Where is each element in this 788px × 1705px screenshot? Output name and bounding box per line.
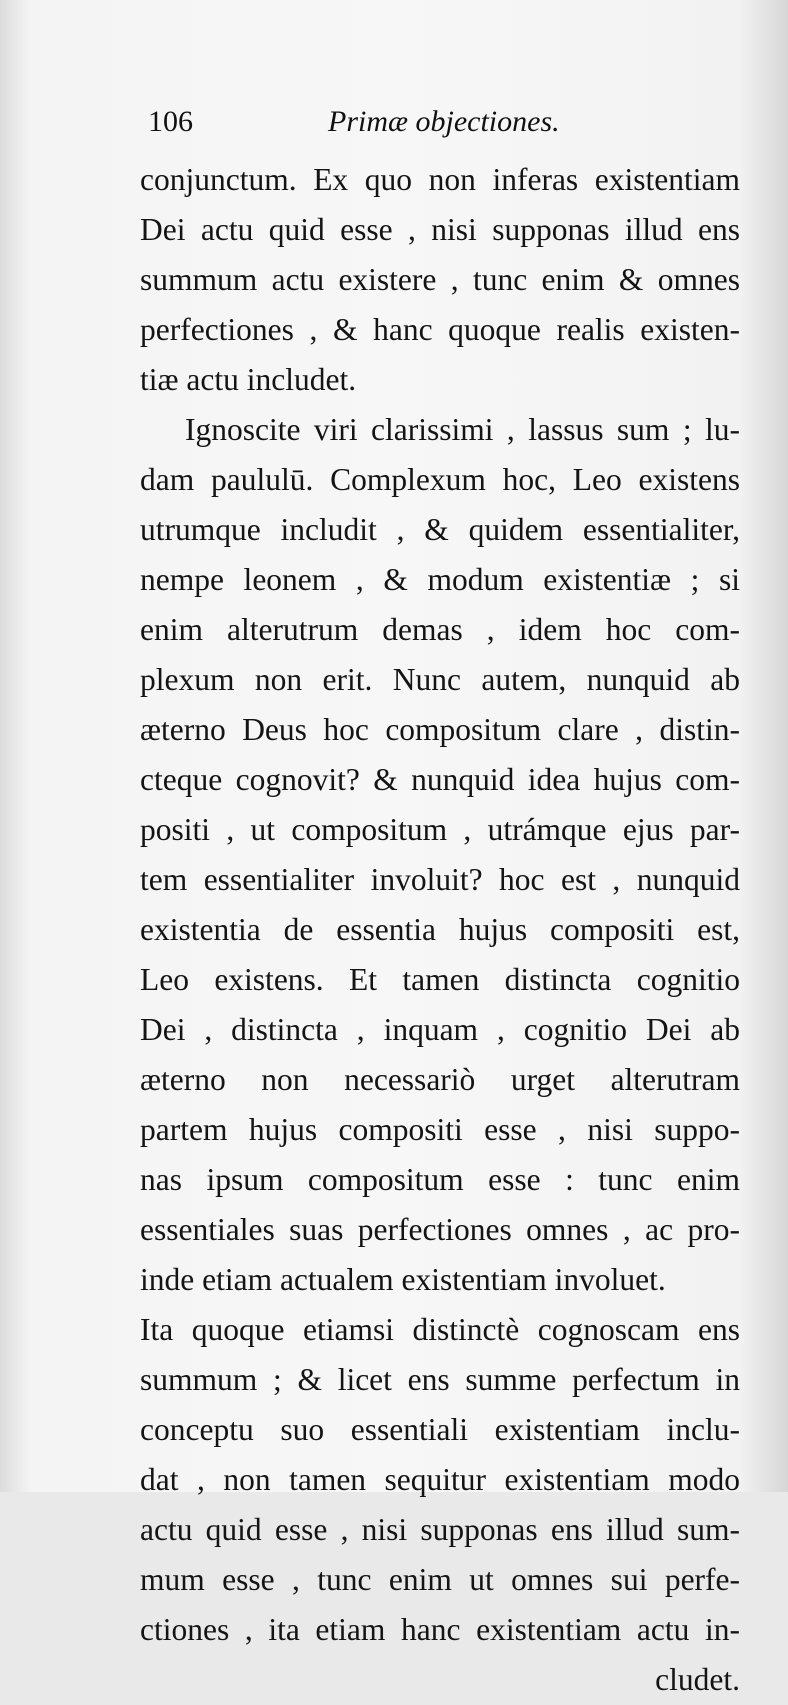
- text-line: cteque cognovit? & nunquid idea hujus com-: [140, 762, 740, 797]
- text-line: inde etiam actualem existentiam involuet.: [140, 1262, 666, 1297]
- text-line: summum actu existere , tunc enim & omnes: [140, 262, 740, 297]
- text-line: dat , non tamen sequitur existentiam modo: [140, 1462, 740, 1497]
- text-line: æterno non necessariò urget alterutram: [140, 1062, 740, 1097]
- text-line: existentia de essentia hujus compositi est,: [140, 912, 740, 947]
- text-line: Dei , distincta , inquam , cognitio Dei ab: [140, 1012, 740, 1047]
- text-line: tem essentialiter involuit? hoc est , nunquid: [140, 862, 740, 897]
- text-line: Leo existens. Et tamen distincta cognitio: [140, 962, 740, 997]
- text-line: ctiones , ita etiam hanc existentiam actu in-: [140, 1612, 740, 1647]
- text-line: conjunctum. Ex quo non inferas existentiam: [140, 162, 740, 197]
- text-line: Ita quoque etiamsi distinctè cognoscam ens: [140, 1312, 740, 1347]
- text-line: essentiales suas perfectiones omnes , ac pro-: [140, 1212, 740, 1247]
- text-line: enim alterutrum demas , idem hoc com-: [140, 612, 740, 647]
- text-line: conceptu suo essentiali existentiam inclu-: [140, 1412, 740, 1447]
- text-line: cludet.: [655, 1662, 740, 1697]
- text-line: plexum non erit. Nunc autem, nunquid ab: [140, 662, 740, 697]
- text-line: Dei actu quid esse , nisi supponas illud ens: [140, 212, 740, 247]
- body-text: [140, 155, 740, 1705]
- page-header: [148, 105, 748, 145]
- text-line: nas ipsum compositum esse : tunc enim: [140, 1162, 740, 1197]
- text-line: tiæ actu includet.: [140, 362, 357, 397]
- text-line: positi , ut compositum , utrámque ejus par-: [140, 812, 740, 847]
- text-line: Ignoscite viri clarissimi , lassus sum ; lu-: [185, 412, 740, 447]
- text-line: nempe leonem , & modum existentiæ ; si: [140, 562, 740, 597]
- text-line: perfectiones , & hanc quoque realis existen-: [140, 312, 740, 347]
- text-line: dam paululū. Complexum hoc, Leo existens: [140, 462, 740, 497]
- text-line: summum ; & licet ens summe perfectum in: [140, 1362, 740, 1397]
- text-line: partem hujus compositi esse , nisi suppo-: [140, 1112, 740, 1147]
- running-title: Primæ objectiones.: [328, 105, 560, 138]
- text-line: mum esse , tunc enim ut omnes sui perfe-: [140, 1562, 740, 1597]
- text-line: actu quid esse , nisi supponas ens illud sum-: [140, 1512, 740, 1547]
- text-line: utrumque includit , & quidem essentialiter,: [140, 512, 740, 547]
- text-line: æterno Deus hoc compositum clare , distin-: [140, 712, 740, 747]
- page-number: 106: [148, 105, 193, 138]
